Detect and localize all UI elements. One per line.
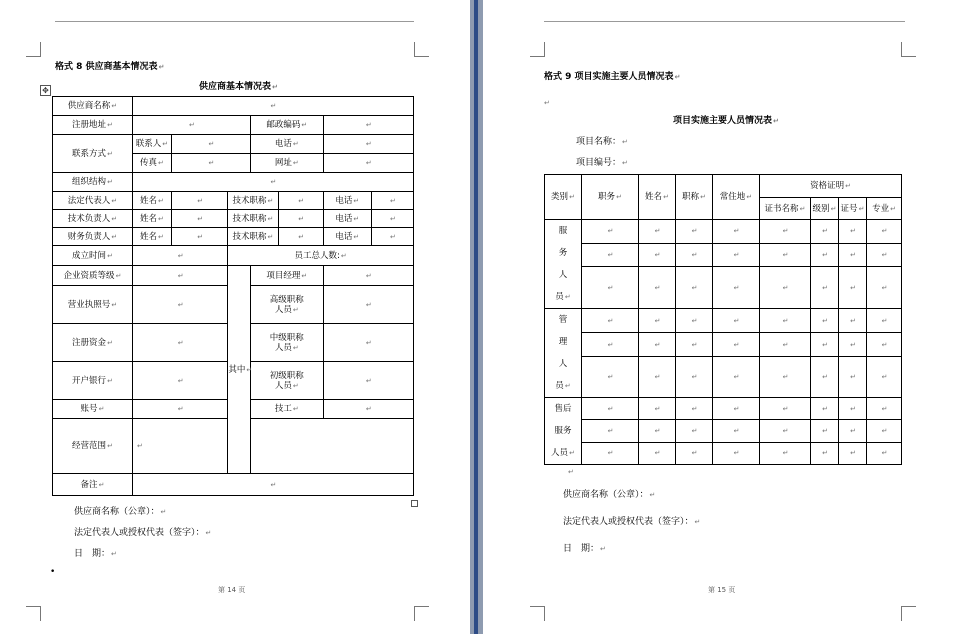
header-rule — [55, 21, 414, 22]
label-cell: 传真↵ — [132, 154, 171, 173]
value-cell[interactable]: ↵ — [171, 228, 227, 246]
data-cell[interactable]: ↵ — [582, 333, 639, 357]
legal-sign-line: 法定代表人或授权代表（签字）：↵ — [563, 517, 701, 527]
personnel-table — [544, 174, 902, 465]
category-cell-management: 管 理 人 员↵ — [545, 309, 582, 398]
value-cell[interactable]: ↵ — [132, 324, 227, 362]
crop-mark — [26, 606, 41, 621]
data-cell[interactable]: ↵ — [582, 357, 639, 398]
page-divider — [470, 0, 483, 634]
data-cell[interactable]: ↵ — [811, 442, 839, 464]
value-cell[interactable]: ↵ — [132, 286, 227, 324]
label-cell: 电话↵ — [323, 210, 371, 228]
label-cell: 高级职称 人员↵ — [250, 286, 323, 324]
data-cell[interactable]: ↵ — [760, 420, 811, 442]
data-cell[interactable]: ↵ — [676, 398, 713, 420]
data-cell[interactable]: ↵ — [639, 267, 676, 309]
data-cell[interactable]: ↵ — [811, 267, 839, 309]
table-title: 项目实施主要人员情况表↵ — [673, 116, 779, 126]
value-cell[interactable]: ↵ — [323, 400, 413, 419]
label-cell: 项目经理↵ — [250, 266, 323, 286]
value-cell[interactable]: ↵ — [171, 210, 227, 228]
label-cell: 姓名↵ — [132, 228, 171, 246]
data-cell[interactable]: ↵ — [639, 309, 676, 333]
data-cell[interactable]: ↵ — [867, 309, 902, 333]
label-cell: 营业执照号↵ — [53, 286, 133, 324]
label-cell: 账号↵ — [53, 400, 133, 419]
label-cell: 电话↵ — [250, 135, 323, 154]
data-cell[interactable]: ↵ — [713, 220, 760, 244]
label-cell: 联系人↵ — [132, 135, 171, 154]
value-cell[interactable]: ↵ — [132, 474, 413, 496]
data-cell[interactable]: ↵ — [760, 309, 811, 333]
value-cell[interactable]: ↵ — [132, 246, 227, 266]
label-cell: 成立时间↵ — [53, 246, 133, 266]
value-cell[interactable]: ↵ — [132, 97, 413, 116]
supplier-seal-line: 供应商名称（公章）：↵ — [563, 490, 656, 500]
label-cell: 备注↵ — [53, 474, 133, 496]
data-cell[interactable]: ↵ — [760, 220, 811, 244]
date-line: 日 期：↵ — [74, 549, 117, 559]
value-cell[interactable]: ↵ — [371, 210, 413, 228]
data-cell[interactable]: ↵ — [811, 309, 839, 333]
bullet-mark: • — [50, 567, 56, 577]
data-cell[interactable]: ↵ — [867, 220, 902, 244]
label-cell: 组织结构↵ — [53, 173, 133, 192]
data-cell[interactable]: ↵ — [582, 420, 639, 442]
data-cell[interactable]: ↵ — [839, 267, 867, 309]
value-cell[interactable]: ↵ — [171, 135, 250, 154]
data-cell[interactable]: ↵ — [867, 420, 902, 442]
value-cell[interactable]: ↵ — [278, 192, 323, 210]
header-cell: 类别↵ — [545, 175, 582, 220]
data-cell[interactable]: ↵ — [582, 267, 639, 309]
header-cell: 职务↵ — [582, 175, 639, 220]
label-cell: 技术负责人↵ — [53, 210, 133, 228]
value-cell[interactable]: ↵ — [323, 154, 413, 173]
data-cell[interactable]: ↵ — [676, 420, 713, 442]
data-cell[interactable]: ↵ — [582, 442, 639, 464]
value-cell[interactable]: ↵ — [323, 286, 413, 324]
table-move-handle-icon[interactable]: ✥ — [40, 85, 51, 96]
data-cell[interactable]: ↵ — [639, 357, 676, 398]
data-cell[interactable]: ↵ — [639, 333, 676, 357]
data-cell[interactable]: ↵ — [760, 243, 811, 267]
label-cell: 网址↵ — [250, 154, 323, 173]
label-cell: 姓名↵ — [132, 192, 171, 210]
page-number: 第 14 页 — [218, 586, 246, 594]
header-cell: 资格证明↵ — [760, 175, 902, 198]
document-page-15 — [483, 0, 958, 634]
project-number-line: 项目编号：↵ — [576, 158, 628, 168]
data-cell[interactable]: ↵ — [811, 420, 839, 442]
crop-mark — [901, 606, 916, 621]
data-cell[interactable]: ↵ — [639, 220, 676, 244]
data-cell[interactable]: ↵ — [811, 243, 839, 267]
category-cell-after-sales: 售后 服务 人员↵ — [545, 398, 582, 465]
data-cell[interactable]: ↵ — [676, 309, 713, 333]
paragraph-mark: ↵ — [544, 99, 550, 107]
crop-mark — [530, 42, 545, 57]
value-cell[interactable]: ↵ — [371, 228, 413, 246]
crop-mark — [530, 606, 545, 621]
data-cell[interactable]: ↵ — [676, 243, 713, 267]
value-cell[interactable]: ↵ — [171, 154, 250, 173]
data-cell[interactable]: ↵ — [839, 398, 867, 420]
value-cell[interactable]: ↵ — [323, 135, 413, 154]
data-cell[interactable]: ↵ — [713, 243, 760, 267]
label-cell: 开户银行↵ — [53, 362, 133, 400]
data-cell[interactable]: ↵ — [839, 357, 867, 398]
value-cell[interactable]: ↵ — [132, 419, 413, 474]
data-cell[interactable]: ↵ — [811, 357, 839, 398]
value-cell[interactable]: ↵ — [278, 228, 323, 246]
label-cell: 电话↵ — [323, 192, 371, 210]
data-cell[interactable]: ↵ — [867, 398, 902, 420]
supplier-seal-line: 供应商名称（公章）：↵ — [74, 507, 167, 517]
data-cell[interactable]: ↵ — [867, 357, 902, 398]
data-cell[interactable]: ↵ — [760, 267, 811, 309]
data-cell[interactable]: ↵ — [867, 243, 902, 267]
header-cell: 证书名称↵ — [760, 198, 811, 220]
data-cell[interactable]: ↵ — [582, 243, 639, 267]
data-cell[interactable]: ↵ — [676, 267, 713, 309]
label-cell: 电话↵ — [323, 228, 371, 246]
header-cell: 常住地↵ — [713, 175, 760, 220]
legal-sign-line: 法定代表人或授权代表（签字）：↵ — [74, 528, 212, 538]
label-cell: 联系方式↵ — [53, 135, 133, 173]
value-cell[interactable]: ↵ — [171, 192, 227, 210]
project-name-line: 项目名称：↵ — [576, 137, 628, 147]
label-cell: 其中↵ — [228, 266, 251, 474]
data-cell[interactable]: ↵ — [811, 398, 839, 420]
data-cell[interactable]: ↵ — [713, 333, 760, 357]
data-cell[interactable]: ↵ — [639, 442, 676, 464]
category-cell-service: 服 务 人 员↵ — [545, 220, 582, 309]
label-cell: 注册地址↵ — [53, 116, 133, 135]
data-cell[interactable]: ↵ — [839, 309, 867, 333]
data-cell[interactable]: ↵ — [839, 420, 867, 442]
data-cell[interactable]: ↵ — [867, 333, 902, 357]
label-cell: 经营范围↵ — [53, 419, 133, 474]
data-cell[interactable]: ↵ — [639, 398, 676, 420]
supplier-info-table — [52, 96, 414, 496]
label-cell: 姓名↵ — [132, 210, 171, 228]
format-title: 格式 8 供应商基本情况表↵ — [55, 62, 165, 72]
table-resize-handle-icon[interactable] — [411, 500, 418, 507]
page-number: 第 15 页 — [708, 586, 736, 594]
data-cell[interactable]: ↵ — [839, 333, 867, 357]
data-cell[interactable]: ↵ — [676, 333, 713, 357]
value-cell[interactable]: ↵ — [278, 210, 323, 228]
label-cell: 供应商名称↵ — [53, 97, 133, 116]
crop-mark — [414, 606, 429, 621]
data-cell[interactable]: ↵ — [867, 267, 902, 309]
label-cell: 企业资质等级↵ — [53, 266, 133, 286]
label-cell: 法定代表人↵ — [53, 192, 133, 210]
value-cell[interactable]: ↵ — [132, 400, 227, 419]
label-cell: 技术职称↵ — [228, 192, 278, 210]
value-cell[interactable]: ↵ — [323, 362, 413, 400]
date-line: 日 期：↵ — [563, 544, 606, 554]
value-cell[interactable]: ↵ — [323, 266, 413, 286]
label-cell: 财务负责人↵ — [53, 228, 133, 246]
value-cell[interactable]: ↵ — [371, 192, 413, 210]
crop-mark — [26, 42, 41, 57]
value-cell[interactable]: ↵ — [132, 362, 227, 400]
label-cell: 初级职称 人员↵ — [250, 362, 323, 400]
data-cell[interactable]: ↵ — [811, 220, 839, 244]
label-cell: 技工↵ — [250, 400, 323, 419]
label-cell: 员工总人数:↵ — [228, 246, 414, 266]
paragraph-mark: ↵ — [568, 468, 574, 476]
header-cell: 姓名↵ — [639, 175, 676, 220]
data-cell[interactable]: ↵ — [582, 398, 639, 420]
data-cell[interactable]: ↵ — [713, 442, 760, 464]
data-cell[interactable]: ↵ — [713, 267, 760, 309]
data-cell[interactable]: ↵ — [639, 420, 676, 442]
value-cell[interactable]: ↵ — [132, 116, 250, 135]
header-cell: 专业↵ — [867, 198, 902, 220]
value-cell[interactable]: ↵ — [132, 266, 227, 286]
data-cell[interactable]: ↵ — [760, 333, 811, 357]
header-cell: 级别↵ — [811, 198, 839, 220]
data-cell[interactable]: ↵ — [839, 243, 867, 267]
data-cell[interactable]: ↵ — [867, 442, 902, 464]
header-rule — [544, 21, 905, 22]
data-cell[interactable]: ↵ — [713, 420, 760, 442]
label-cell: 邮政编码↵ — [250, 116, 323, 135]
value-cell[interactable]: ↵ — [132, 173, 413, 192]
data-cell[interactable]: ↵ — [811, 333, 839, 357]
data-cell[interactable]: ↵ — [760, 442, 811, 464]
label-cell: 技术职称↵ — [228, 210, 278, 228]
value-cell[interactable]: ↵ — [323, 324, 413, 362]
label-cell: 技术职称↵ — [228, 228, 278, 246]
data-cell[interactable]: ↵ — [676, 220, 713, 244]
data-cell[interactable]: ↵ — [839, 442, 867, 464]
header-cell: 职称↵ — [676, 175, 713, 220]
data-cell[interactable]: ↵ — [713, 398, 760, 420]
label-cell: 中级职称 人员↵ — [250, 324, 323, 362]
data-cell[interactable]: ↵ — [582, 309, 639, 333]
value-cell[interactable]: ↵ — [323, 116, 413, 135]
data-cell[interactable]: ↵ — [676, 442, 713, 464]
data-cell[interactable]: ↵ — [639, 243, 676, 267]
format-title: 格式 9 项目实施主要人员情况表↵ — [544, 72, 681, 82]
data-cell[interactable]: ↵ — [760, 357, 811, 398]
data-cell[interactable]: ↵ — [839, 220, 867, 244]
data-cell[interactable]: ↵ — [582, 220, 639, 244]
document-page-14 — [0, 0, 470, 634]
label-cell: 注册资金↵ — [53, 324, 133, 362]
data-cell[interactable]: ↵ — [713, 357, 760, 398]
header-cell: 证号↵ — [839, 198, 867, 220]
crop-mark — [414, 42, 429, 57]
data-cell[interactable]: ↵ — [676, 357, 713, 398]
data-cell[interactable]: ↵ — [713, 309, 760, 333]
crop-mark — [901, 42, 916, 57]
data-cell[interactable]: ↵ — [760, 398, 811, 420]
table-title: 供应商基本情况表↵ — [199, 82, 278, 92]
